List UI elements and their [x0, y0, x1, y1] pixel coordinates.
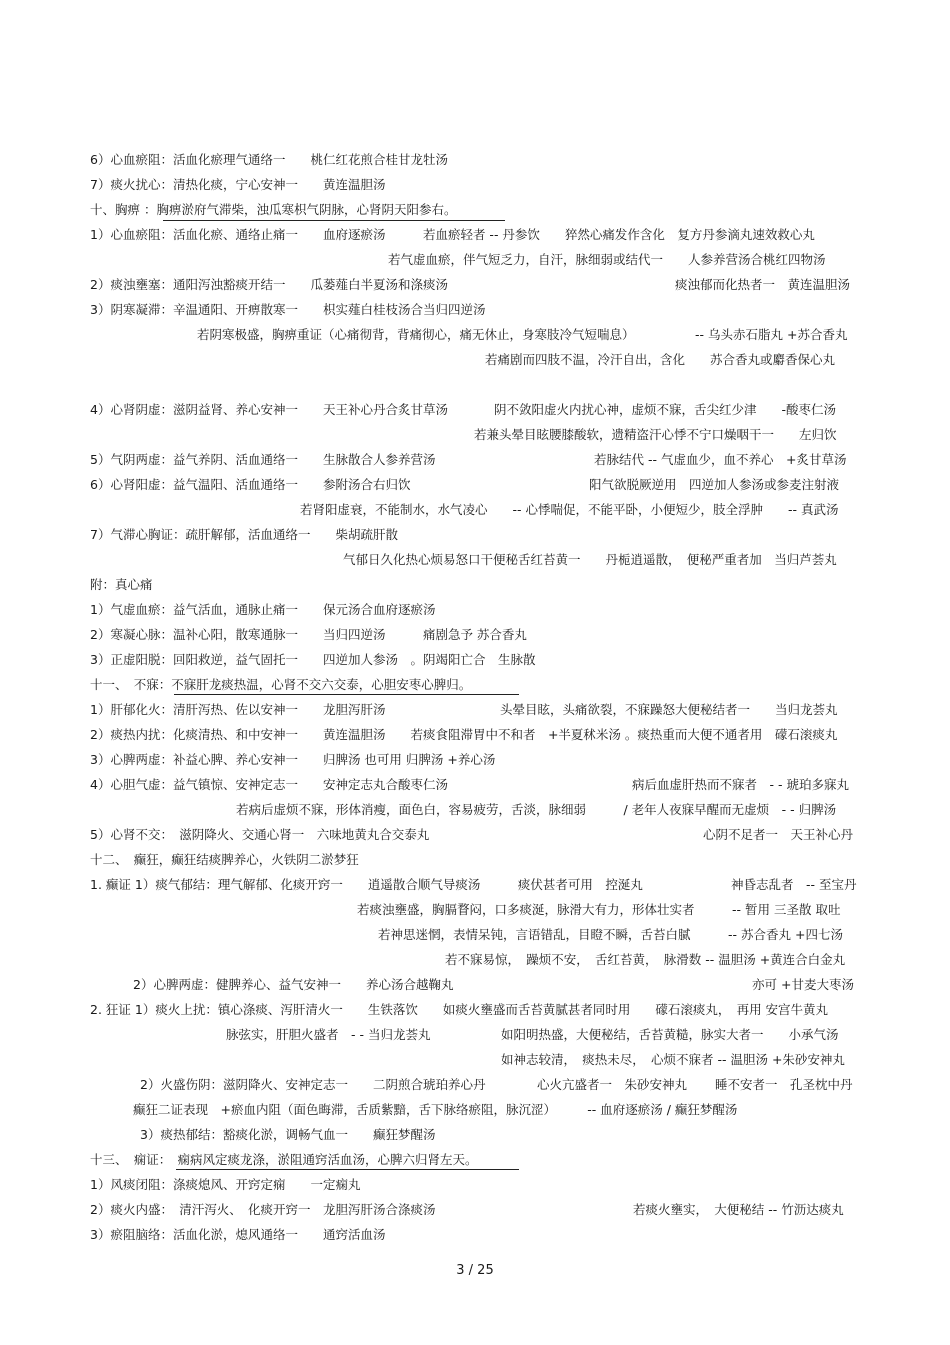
text-line: 1）气虚血瘀：益气活血，通脉止痛一 保元汤合血府逐瘀汤: [90, 602, 436, 617]
text-line: 若痰火壅实， 大便秘结 -- 竹沥达痰丸: [633, 1202, 844, 1217]
text-line: 2）寒凝心脉：温补心阳，散寒通脉一 当归四逆汤 痛剧急予 苏合香丸: [90, 627, 527, 642]
text-line: 2）火盛伤阴：滋阴降火、安神定志一 二阴煎合琥珀养心丹: [140, 1077, 486, 1092]
text-line: 神昏志乱者 -- 至宝丹: [731, 877, 857, 892]
text-line: 3）正虚阳脱：回阳救逆，益气固托一 四逆加人参汤 。阴竭阳亡合 生脉散: [90, 652, 536, 667]
text-line: 如阳明热盛，大便秘结，舌苔黄糙，脉实大者一 小承气汤: [501, 1027, 839, 1042]
text-line: 若阴寒极盛，胸痹重证（心痛彻背，背痛彻心，痛无休止，身寒肢冷气短喘息）: [197, 327, 635, 342]
text-line: 若病后虚烦不寐，形体消瘦，面色白，容易疲劳，舌淡，脉细弱 / 老年人夜寐早醒而无虚烦 - - 归脾汤: [236, 802, 837, 817]
text-line: 3）阴寒凝滞：辛温通阳、开痹散寒一 枳实薤白桂枝汤合当归四逆汤: [90, 302, 486, 317]
text-line: 睡不安者一 孔圣枕中丹: [715, 1077, 853, 1092]
text-line: 2. 狂证 1）痰火上扰：镇心涤痰、泻肝清火一 生铁落饮 如痰火壅盛而舌苔黄腻甚者同时用 礞石滚痰丸， 再用 安宫牛黄丸: [90, 1002, 829, 1017]
text-line: 1）风痰闭阻：涤痰熄风、开窍定痫 一定痫丸: [90, 1177, 361, 1192]
text-line: 4）心肾阴虚：滋阴益肾、养心安神一 天王补心丹合炙甘草汤: [90, 402, 448, 417]
text-line: 3）心脾两虚：补益心脾、养心安神一 归脾汤 也可用 归脾汤 +养心汤: [90, 752, 496, 767]
text-line: 痰浊郁而化热者一 黄连温胆汤: [675, 277, 851, 292]
text-line: 7）痰火扰心：清热化痰，宁心安神一 黄连温胆汤: [90, 177, 386, 192]
text-line: 阳气欲脱厥逆用 四逆加人参汤或参麦注射液: [589, 477, 840, 492]
text-line: 如神志较清， 痰热未尽， 心烦不寐者 -- 温胆汤 +朱砂安神丸: [501, 1052, 845, 1067]
section-heading: 十、胸痹 ：胸痹淤府气滞柴，浊瓜寒枳气阴脉，心肾阴天阳参右。: [90, 202, 457, 217]
text-line: 若气虚血瘀，伴气短乏力，自汗，脉细弱或结代一 人参养营汤合桃红四物汤: [388, 252, 826, 267]
text-line: 若痰浊壅盛，胸膈瞀闷，口多痰涎，脉滑大有力，形体壮实者 -- 暂用 三圣散 取吐: [357, 902, 841, 917]
text-line: -- 乌头赤石脂丸 +苏合香丸: [695, 327, 848, 342]
text-line: 5）气阴两虚：益气养阴、活血通络一 生脉散合人参养营汤: [90, 452, 436, 467]
text-line: 亦可 +甘麦大枣汤: [752, 977, 854, 992]
text-line: 若痛剧而四肢不温，冷汗自出，含化 苏合香丸或麝香保心丸: [485, 352, 836, 367]
text-line: 心火亢盛者一 朱砂安神丸: [537, 1077, 688, 1092]
text-line: 1. 癫证 1）痰气郁结：理气解郁、化痰开窍一 逍遥散合顺气导痰汤 痰伏甚者可用 控涎丸: [90, 877, 643, 892]
text-line: 4）心胆气虚：益气镇惊、安神定志一 安神定志丸合酸枣仁汤: [90, 777, 448, 792]
text-line: 2）心脾两虚：健脾养心、益气安神一 养心汤合越鞠丸: [133, 977, 454, 992]
text-line: 6）心肾阳虚：益气温阳、活血通络一 参附汤合右归饮: [90, 477, 411, 492]
page-number: 3 / 25: [456, 1263, 494, 1278]
text-line: 5）心肾不交： 滋阴降火、交通心肾一 六味地黄丸合交泰丸: [90, 827, 430, 842]
text-line: 若不寐易惊， 躁烦不安， 舌红苔黄， 脉滑数 -- 温胆汤 +黄连合白金丸: [445, 952, 846, 967]
text-line: 病后血虚肝热而不寐者 - - 琥珀多寐丸: [632, 777, 849, 792]
heading-underline: [163, 220, 505, 221]
heading-underline: [174, 694, 519, 695]
section-heading: 十一、 不寐：不寐肝龙痰热温，心肾不交六交泰，心胆安枣心脾归。: [90, 677, 472, 692]
text-line: 若兼头晕目眩腰膝酸软，遗精盗汗心悸不宁口燥咽干一 左归饮: [474, 427, 837, 442]
heading-underline: [176, 1169, 519, 1170]
text-line: 癫狂二证表现 +瘀血内阻（面色晦滞，舌质紫黯，舌下脉络瘀阻，脉沉涩） -- 血府逐瘀汤 / 癫狂梦醒汤: [133, 1102, 738, 1117]
text-line: 2）痰浊壅塞：通阳泻浊豁痰开结一 瓜蒌薤白半夏汤和涤痰汤: [90, 277, 448, 292]
text-line: 1）心血瘀阻：活血化瘀、通络止痛一 血府逐瘀汤 若血瘀轻者 -- 丹参饮 猝然心痛发作含化 复方丹参滴丸速效救心丸: [90, 227, 815, 242]
text-line: 6）心血瘀阻：活血化瘀理气通络一 桃仁红花煎合桂甘龙牡汤: [90, 152, 448, 167]
text-line: 气郁日久化热心烦易怒口干便秘舌红苔黄一 丹栀逍遥散， 便秘严重者加 当归芦荟丸: [343, 552, 837, 567]
text-line: 1）肝郁化火：清肝泻热、佐以安神一 龙胆泻肝汤: [90, 702, 386, 717]
section-heading: 十二、 癫狂，癫狂结痰脾养心，火铁阴二淤梦狂: [90, 852, 359, 867]
text-line: 3）瘀阻脑络：活血化淤，熄风通络一 通窍活血汤: [90, 1227, 386, 1242]
text-line: 脉弦实，肝胆火盛者 - - 当归龙荟丸: [226, 1027, 431, 1042]
text-line: 头晕目眩，头痛欲裂，不寐躁怒大便秘结者一 当归龙荟丸: [500, 702, 838, 717]
text-line: 心阴不足者一 天王补心丹: [703, 827, 854, 842]
appendix-heading: 附：真心痛: [90, 577, 153, 592]
text-line: 3）痰热郁结：豁痰化淤，调畅气血一 癫狂梦醒汤: [140, 1127, 436, 1142]
text-line: 若神思迷惘，表情呆钝，言语错乱，目瞪不瞬，舌苔白腻 -- 苏合香丸 +四七汤: [378, 927, 843, 942]
text-line: 2）痰火内盛： 清汗泻火、 化痰开窍一 龙胆泻肝汤合涤痰汤: [90, 1202, 436, 1217]
section-heading: 十三、 痫证： 痫病风定痰龙涤，淤阻通窍活血汤，心脾六归肾左天。: [90, 1152, 478, 1167]
text-line: 若脉结代 -- 气虚血少，血不养心 +炙甘草汤: [594, 452, 847, 467]
text-line: 2）痰热内扰：化痰清热、和中安神一 黄连温胆汤 若痰食阻滞胃中不和者 +半夏秫米汤 。痰热重而大便不通者用 礞石滚痰丸: [90, 727, 838, 742]
text-line: 若肾阳虚衰，不能制水，水气凌心 -- 心悸喘促，不能平卧，小便短少，肢全浮肿 -- 真武汤: [300, 502, 839, 517]
text-line: 阴不敛阳虚火内扰心神，虚烦不寐，舌尖红少津 -酸枣仁汤: [494, 402, 837, 417]
text-line: 7）气滞心胸证：疏肝解郁，活血通络一 柴胡疏肝散: [90, 527, 398, 542]
